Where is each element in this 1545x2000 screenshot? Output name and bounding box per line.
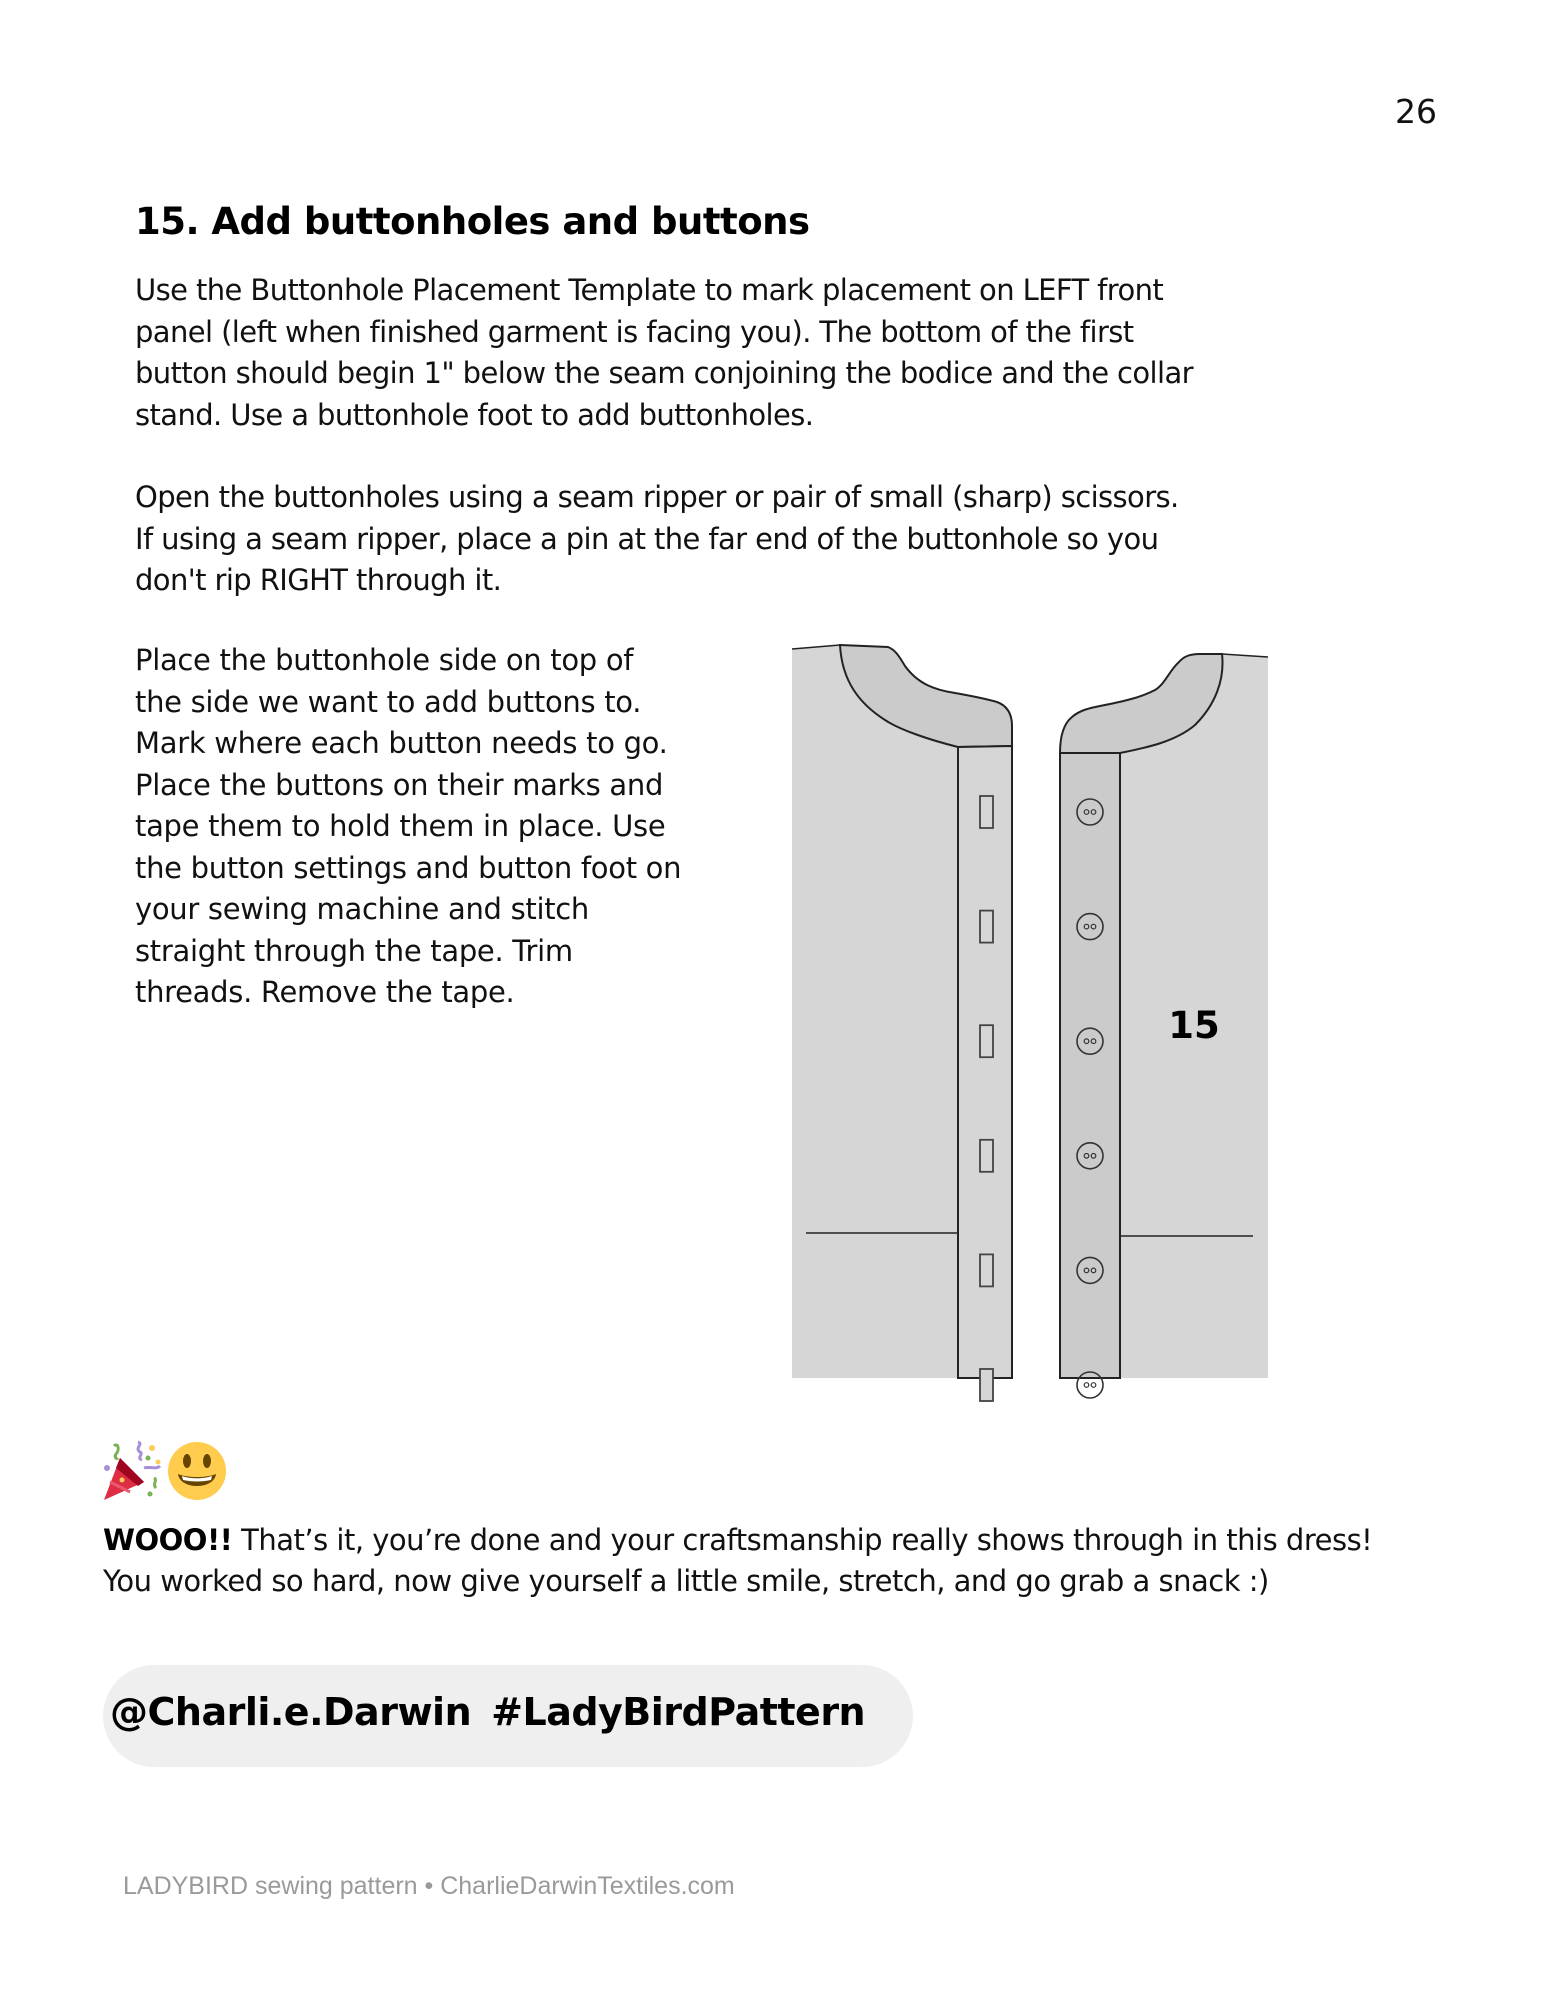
grinning-face-icon [166,1438,228,1502]
instruction-paragraph-open-buttonholes [135,477,1295,602]
text-line: don't rip RIGHT through it. [135,563,502,597]
buttonhole-mark [980,911,993,943]
instagram-handle: @Charli.e.Darwin [110,1690,472,1734]
instruction-paragraph-attach-buttons [135,640,725,1014]
right-placket [1060,753,1120,1378]
instruction-paragraph-placement [135,270,1295,436]
text-line: If using a seam ripper, place a pin at the far end of the buttonhole so you [135,521,1159,556]
text-line: Use the Buttonhole Placement Template to mark placement on LEFT front [135,273,1164,307]
text-line: button should begin 1" below the seam conjoining the bodice and the collar [135,356,1193,390]
right-front-panel [1060,654,1268,1398]
celebration-emojis [100,1438,228,1502]
text-line: Open the buttonholes using a seam ripper or pair of small (sharp) scissors. [135,480,1179,514]
party-popper-icon [100,1438,162,1502]
social-tags [110,1690,865,1734]
left-front-panel [792,645,1012,1401]
garment-front-illustration [790,630,1270,1410]
buttonhole-mark [980,1254,993,1286]
text-line: stand. Use a buttonhole foot to add buttonholes. [135,397,814,432]
closing-message [103,1520,1372,1602]
closing-line-1-text: That’s it, you’re done and your craftsmanship really shows through in this dress! [232,1523,1373,1557]
section-heading: 15. Add buttonholes and buttons [135,200,810,243]
pattern-hashtag: #LadyBirdPattern [491,1690,866,1734]
buttonhole-mark [980,1025,993,1057]
closing-line-1 [103,1523,1372,1557]
page-footer: LADYBIRD sewing pattern • CharlieDarwinTextiles.com [123,1872,735,1900]
closing-bold-lead: WOOO!! [103,1523,233,1557]
text-line: panel (left when finished garment is facing you). The bottom of the first [135,314,1134,349]
text-line: the side we want to add buttons to. [135,684,642,719]
text-line: Mark where each button needs to go. [135,726,668,760]
step-number-label: 15 [1168,1004,1220,1047]
text-line: the button settings and button foot on [135,850,682,885]
buttonhole-mark [980,796,993,828]
text-line: tape them to hold them in place. Use [135,809,666,843]
text-line: your sewing machine and stitch [135,892,590,926]
buttonhole-mark [980,1140,993,1172]
closing-line-2: You worked so hard, now give yourself a little smile, stretch, and go grab a snack :) [103,1564,1269,1598]
text-line: Place the buttons on their marks and [135,767,664,802]
buttonhole-mark [980,1369,993,1401]
text-line: Place the buttonhole side on top of [135,643,634,677]
text-line: threads. Remove the tape. [135,975,515,1009]
text-line: straight through the tape. Trim [135,933,573,968]
page-number: 26 [1395,92,1437,131]
